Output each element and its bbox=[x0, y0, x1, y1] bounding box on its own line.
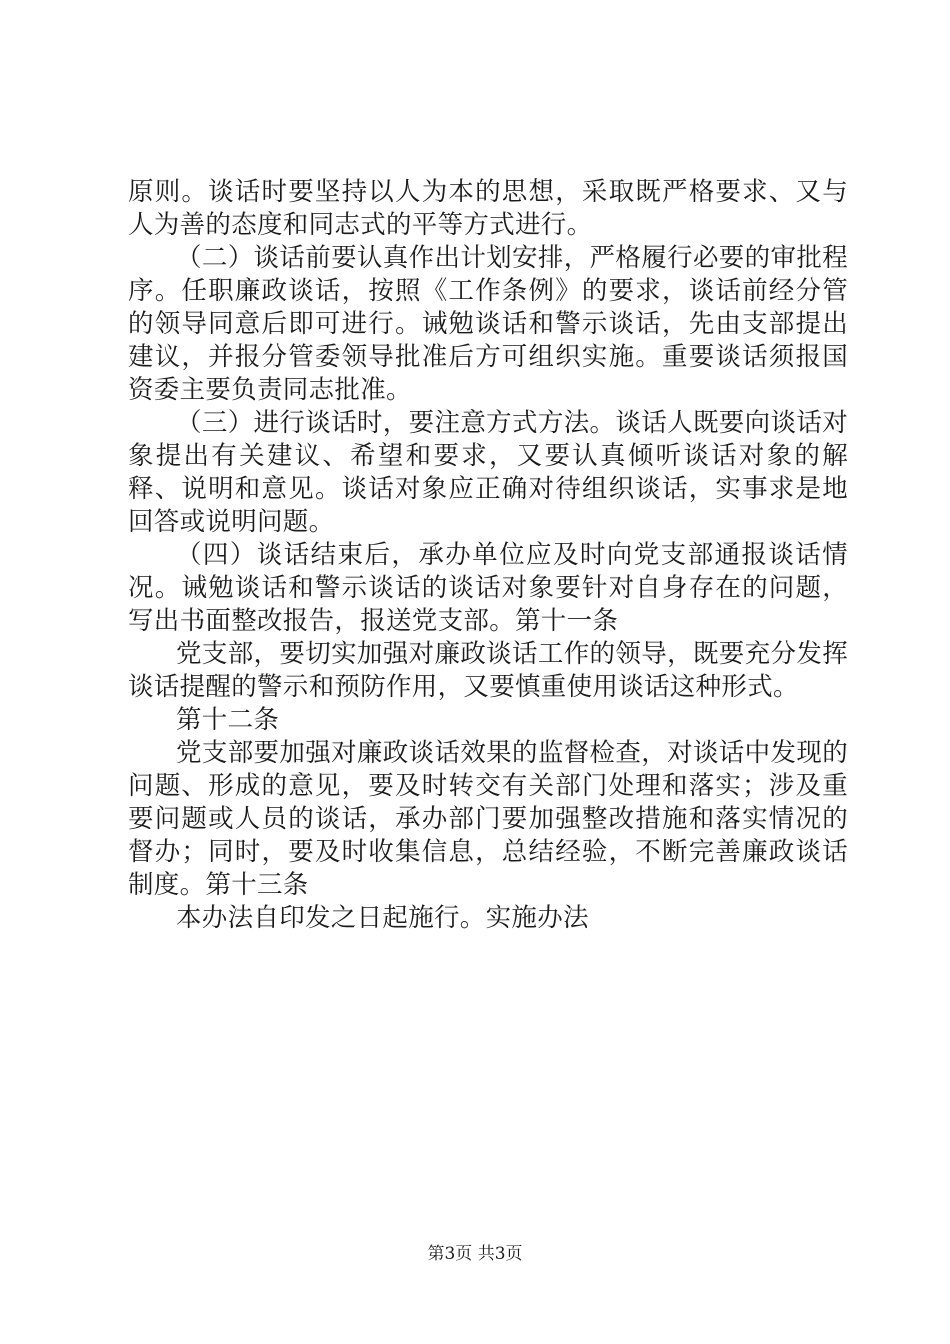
paragraph-article-11-body: 党支部，要切实加强对廉政谈话工作的领导，既要充分发挥谈话提醒的警示和预防作用，又要慎重使用谈话这种形式。 bbox=[128, 639, 848, 702]
paragraph-article-12-body: 党支部要加强对廉政谈话效果的监督检查，对谈话中发现的问题、形成的意见，要及时转交有关部门处理和落实；涉及重要问题或人员的谈话，承办部门要加强整改措施和落实情况的督办；同时，要及时收集信息，总结经验，不断完善廉政谈话制度。第十三条 bbox=[128, 738, 848, 900]
article-12-heading: 第十二条 bbox=[176, 705, 280, 735]
document-body bbox=[128, 176, 848, 935]
paragraph-item-4: （四）谈话结束后，承办单位应及时向党支部通报谈话情况。诫勉谈话和警示谈话的谈话对象要针对自身存在的问题，写出书面整改报告，报送党支部。第十一条 bbox=[128, 540, 848, 636]
paragraph-article-13-body: 本办法自印发之日起施行。实施办法 bbox=[176, 903, 589, 933]
paragraph-item-3: （三）进行谈话时，要注意方式方法。谈话人既要向谈话对象提出有关建议、希望和要求，又要认真倾听谈话对象的解释、说明和意见。谈话对象应正确对待组织谈话，实事求是地回答或说明问题。 bbox=[128, 408, 848, 537]
page-indicator: 第3页 共3页 bbox=[427, 1244, 523, 1264]
paragraph-item-2: （二）谈话前要认真作出计划安排，严格履行必要的审批程序。任职廉政谈话，按照《工作条例》的要求，谈话前经分管的领导同意后即可进行。诫勉谈话和警示谈话，先由支部提出建议，并报分管委领导批准后方可组织实施。重要谈话须报国资委主要负责同志批准。 bbox=[128, 243, 848, 405]
page-footer bbox=[0, 1242, 950, 1266]
paragraph-principle: 原则。谈话时要坚持以人为本的思想，采取既严格要求、又与人为善的态度和同志式的平等方式进行。 bbox=[128, 177, 848, 240]
